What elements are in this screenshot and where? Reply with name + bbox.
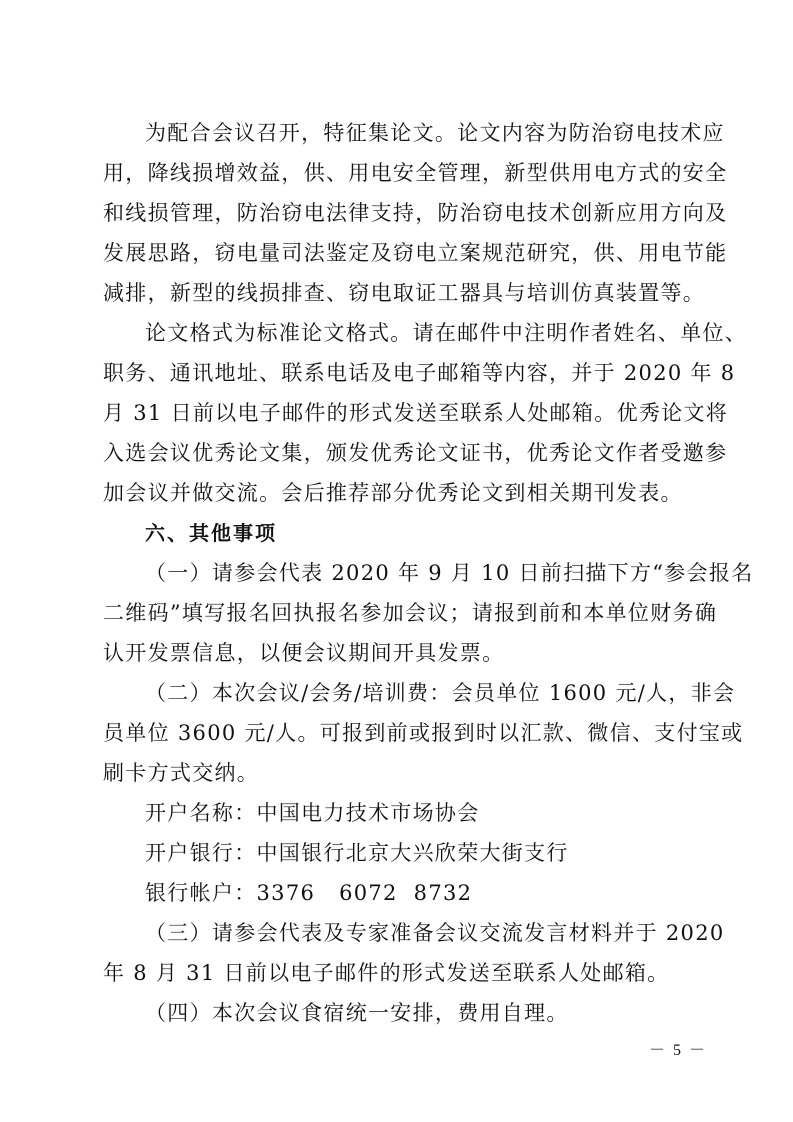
text-line: 减排，新型的线损排查、窃电取证工器具与培训仿真装置等。 [103, 281, 706, 305]
text-line: （一）请参会代表 2020 年 9 月 10 日前扫描下方“参会报名 [145, 561, 754, 585]
text-line: 月 31 日前以电子邮件的形式发送至联系人处邮箱。优秀论文将 [103, 401, 729, 425]
text-line: 认开发票信息，以便会议期间开具发票。 [103, 641, 505, 665]
text-line: （三）请参会代表及专家准备会议交流发言材料并于 2020 [145, 921, 725, 945]
text-line: 刷卡方式交纳。 [103, 761, 260, 785]
text-line: （四）本次会议食宿统一安排，费用自理。 [145, 1001, 569, 1025]
text-line: 员单位 3600 元/人。可报到前或报到时以汇款、微信、支付宝或 [103, 721, 744, 745]
text-line: 年 8 月 31 日前以电子邮件的形式发送至联系人处邮箱。 [103, 961, 670, 985]
account-name-line: 开户名称：中国电力技术市场协会 [145, 801, 480, 825]
text-line: 论文格式为标准论文格式。请在邮件中注明作者姓名、单位、 [145, 321, 748, 345]
text-line: 加会议并做交流。会后推荐部分优秀论文到相关期刊发表。 [103, 481, 683, 505]
text-line: 入选会议优秀论文集，颁发优秀论文证书，优秀论文作者受邀参 [103, 441, 728, 465]
text-line: 发展思路，窃电量司法鉴定及窃电立案规范研究，供、用电节能 [103, 241, 728, 265]
account-number-line: 银行帐户：3376 6072 8732 [145, 881, 473, 905]
page-number: － 5 － [649, 1042, 708, 1059]
text-line: 职务、通讯地址、联系电话及电子邮箱等内容，并于 2020 年 8 [103, 361, 736, 385]
text-line: 用，降线损增效益，供、用电安全管理，新型供用电方式的安全 [103, 161, 728, 185]
section-heading: 六、其他事项 [145, 521, 277, 545]
text-line: （二）本次会议/会务/培训费：会员单位 1600 元/人，非会 [145, 681, 736, 705]
account-bank-line: 开户银行：中国银行北京大兴欣荣大街支行 [145, 841, 569, 865]
text-line: 和线损管理，防治窃电法律支持，防治窃电技术创新应用方向及 [103, 201, 728, 225]
text-line: 二维码”填写报名回执报名参加会议；请报到前和本单位财务确 [103, 601, 718, 625]
text-line: 为配合会议召开，特征集论文。论文内容为防治窃电技术应 [145, 121, 725, 145]
